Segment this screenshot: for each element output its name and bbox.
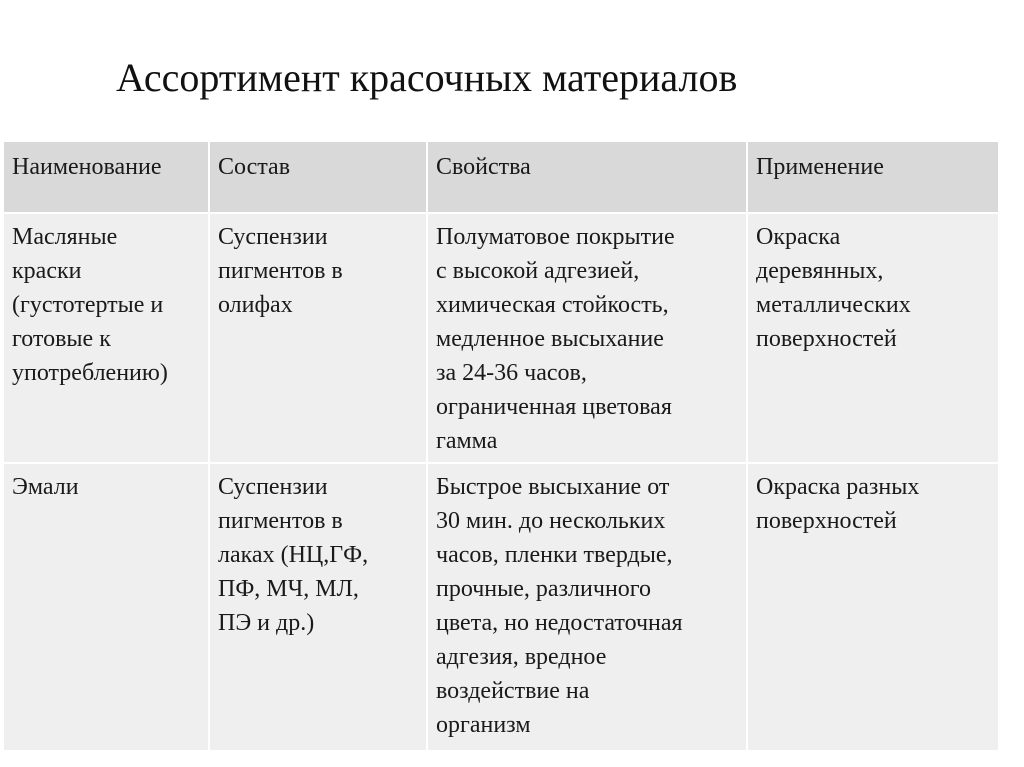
cell-line: готовые к [12,326,111,352]
cell-line: Эмали [12,474,79,500]
cell-composition [209,463,427,751]
cell-line: воздействие на [436,678,590,704]
cell-line: прочные, различного [436,576,652,602]
cell-line: цвета, но недостаточная [436,610,683,636]
cell-name [3,213,209,463]
cell-line: пигментов в [218,508,343,534]
cell-line: Окраска [756,224,841,250]
cell-line: ПФ, МЧ, МЛ, [218,576,359,602]
table-row [3,213,999,463]
header-properties: Свойства [427,141,747,213]
cell-line: Полуматовое покрытие [436,224,675,250]
page-title: Ассортимент красочных материалов [116,55,738,100]
cell-line: деревянных, [756,258,884,284]
cell-line: ограниченная цветовая [436,394,672,420]
cell-line: краски [12,258,82,284]
cell-application [747,213,999,463]
cell-line: металлических [756,292,911,318]
cell-line: (густотертые и [12,292,164,318]
cell-line: Масляные [12,224,118,250]
cell-line: организм [436,712,531,738]
header-name: Наименование [3,141,209,213]
cell-line: пигментов в [218,258,343,284]
cell-properties [427,213,747,463]
header-composition: Состав [209,141,427,213]
cell-line: адгезия, вредное [436,644,607,670]
cell-application [747,463,999,751]
cell-line: лаках (НЦ,ГФ, [218,542,369,568]
table-row [3,463,999,751]
cell-line: употреблению) [12,360,168,386]
cell-line: медленное высыхание [436,326,664,352]
cell-line: Суспензии [218,474,328,500]
cell-composition [209,213,427,463]
cell-line: часов, пленки твердые, [436,542,673,568]
cell-line: олифах [218,292,293,318]
cell-line: Окраска разных [756,474,920,500]
cell-name [3,463,209,751]
table-header-row [3,141,999,213]
header-application: Применение [747,141,999,213]
cell-line: поверхностей [756,508,897,534]
cell-line: за 24-36 часов, [436,360,587,386]
cell-line: химическая стойкость, [436,292,669,318]
cell-properties [427,463,747,751]
cell-line: поверхностей [756,326,897,352]
cell-line: гамма [436,428,498,454]
materials-table [2,140,1000,752]
cell-line: Суспензии [218,224,328,250]
cell-line: Быстрое высыхание от [436,474,670,500]
cell-line: ПЭ и др.) [218,610,315,636]
cell-line: 30 мин. до нескольких [436,508,666,534]
cell-line: с высокой адгезией, [436,258,640,284]
